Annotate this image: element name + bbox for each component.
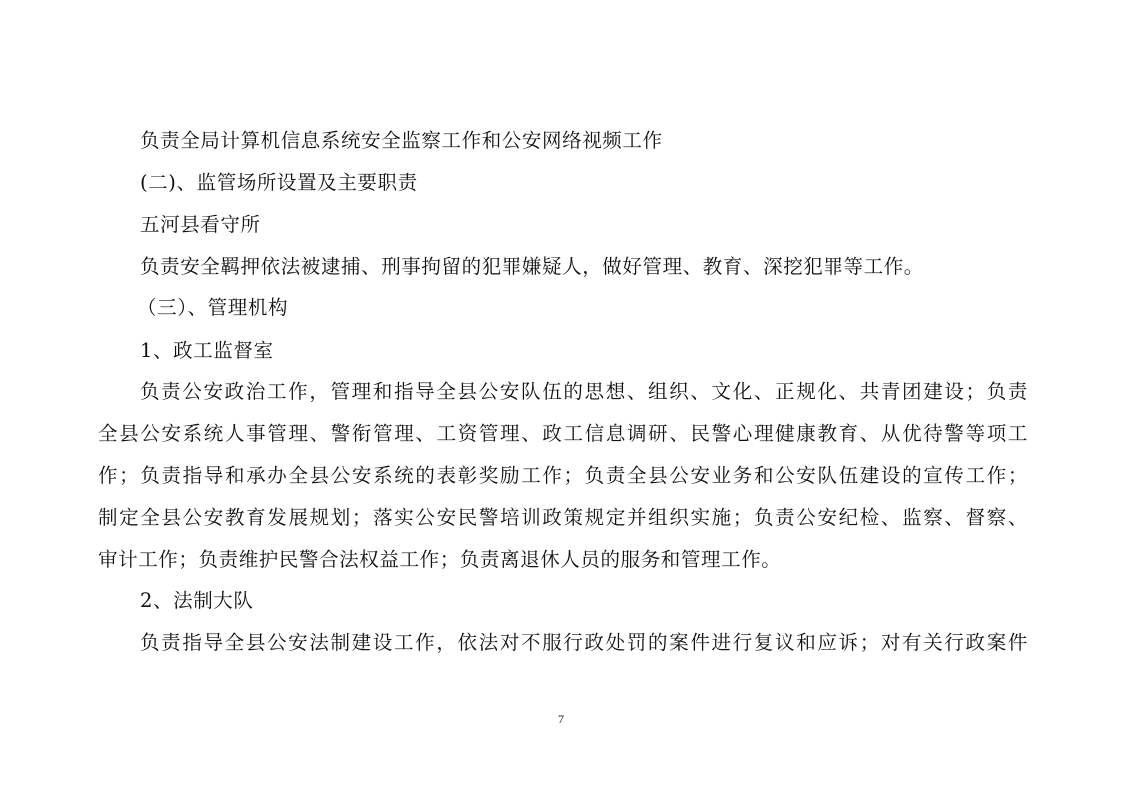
- subsection-heading: 1、政工监督室: [140, 339, 274, 362]
- subsection-heading: 五河县看守所: [140, 213, 261, 236]
- paragraph-line: 负责指导全县公安法制建设工作，依法对不服行政处罚的案件进行复议和应诉；对有关行政案件: [140, 631, 1028, 654]
- paragraph-line: 负责公安政治工作，管理和指导全县公安队伍的思想、组织、文化、正规化、共青团建设；负责: [140, 380, 1028, 403]
- page-number: 7: [558, 712, 564, 726]
- paragraph-line: 审计工作；负责维护民警合法权益工作；负责离退休人员的服务和管理工作。: [98, 548, 782, 571]
- paragraph-line: 负责安全羁押依法被逮捕、刑事拘留的犯罪嫌疑人，做好管理、教育、深挖犯罪等工作。: [140, 255, 924, 278]
- paragraph-line: 制定全县公安教育发展规划；落实公安民警培训政策规定并组织实施；负责公安纪检、监察、督察、: [98, 506, 1028, 529]
- section-heading: (二)、监管场所设置及主要职责: [140, 171, 418, 194]
- paragraph-line: 负责全局计算机信息系统安全监察工作和公安网络视频工作: [140, 129, 663, 152]
- section-heading: （三）、管理机构: [137, 296, 289, 319]
- paragraph-line: 作；负责指导和承办全县公安系统的表彰奖励工作；负责全县公安业务和公安队伍建设的宣传工作；: [98, 464, 1028, 487]
- paragraph-line: 全县公安系统人事管理、警衔管理、工资管理、政工信息调研、民警心理健康教育、从优待警等项工: [98, 422, 1028, 445]
- subsection-heading: 2、法制大队: [140, 589, 254, 612]
